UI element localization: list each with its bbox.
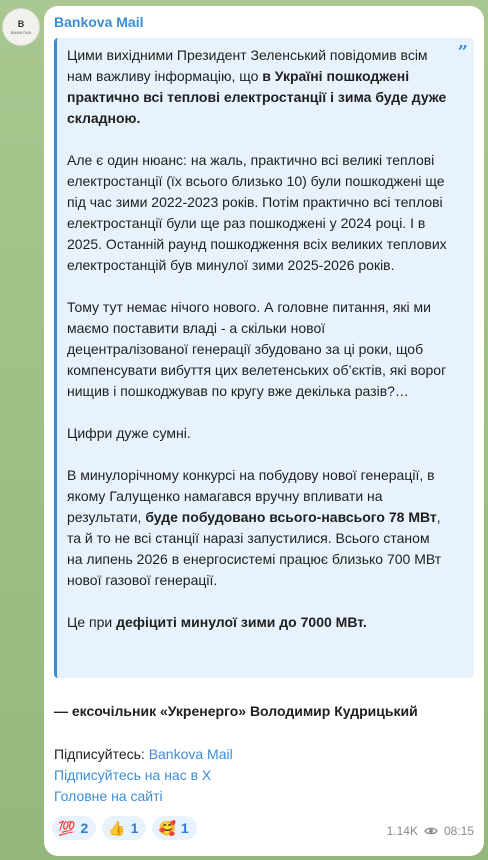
smiling-hearts-icon: 🥰 [158, 820, 176, 836]
quote-paragraph-5: В минулорічному конкурсі на побудову нової генерації, в якому Галущенко намагався вручну впливати на результати, буде побудовано всього-навсього 78 МВт, та й то не всі станції наразі запустилися. Всього станом на липень 2026 в енергосистемі працює близько 700 МВт нової газової генерації. [67, 467, 442, 588]
quote-paragraph-6: Це при дефіциті минулої зими до 7000 МВт. [67, 614, 367, 630]
subscribe-link[interactable]: Bankova Mail [148, 746, 233, 762]
avatar-text: BANKOVA [10, 29, 32, 35]
quote-paragraph-3: Тому тут немає нічого нового. А головне питання, які ми маємо поставити владі - а скільки нової децентралізованої генерації збудовано за ці роки, щоб компенсувати вибуття цих велетенських об’єктів, які ворог нищив і пошкоджував по кругу вже декілька разів?… [67, 299, 447, 399]
quote-paragraph-4: Цифри дуже сумні. [67, 425, 191, 441]
quote-block [54, 38, 474, 678]
links-block [54, 744, 233, 807]
eye-icon [424, 826, 438, 836]
message-meta [387, 824, 474, 838]
hundred-icon: 💯 [58, 820, 76, 836]
reaction-count: 1 [180, 820, 189, 836]
site-link[interactable]: Головне на сайті [54, 788, 163, 804]
x-link[interactable]: Підписуйтесь на нас в X [54, 767, 212, 783]
reactions-bar [52, 816, 197, 840]
attribution: — ексочільник «Укренерго» Володимир Кудрицький [54, 703, 418, 719]
avatar-letter: B [17, 18, 25, 29]
thumbs-up-icon: 👍 [108, 820, 126, 836]
views-count: 1.14K [386, 824, 418, 838]
quote-paragraph-1: Цими вихідними Президент Зеленський повідомив всім нам важливу інформацію, що в Україні пошкоджені практично всі теплові електростанції і зима буде дуже складною. [67, 47, 447, 126]
reaction-love[interactable] [152, 816, 196, 840]
subscribe-label: Підписуйтесь: [54, 746, 149, 762]
channel-name[interactable]: Bankova Mail [54, 14, 144, 30]
reaction-hundred[interactable] [52, 816, 96, 840]
quote-icon: ” [457, 42, 468, 63]
message-time: 08:15 [443, 824, 474, 838]
quote-paragraph-2: Але є один нюанс: на жаль, практично всі великі теплові електростанції (їх всього близько 10) були пошкоджені ще під час зими 2022-2023 років. Потім практично всі теплові електростанції були ще раз пошкоджені у 2024 році. І в 2025. Останній раунд пошкодження всіх великих теплових електростанцій був минулої зими 2025-2026 років. [67, 152, 447, 273]
reaction-thumbs-up[interactable] [102, 816, 146, 840]
reaction-count: 2 [80, 820, 89, 836]
message-bubble [44, 6, 484, 856]
channel-avatar[interactable] [2, 8, 40, 46]
reaction-count: 1 [130, 820, 139, 836]
